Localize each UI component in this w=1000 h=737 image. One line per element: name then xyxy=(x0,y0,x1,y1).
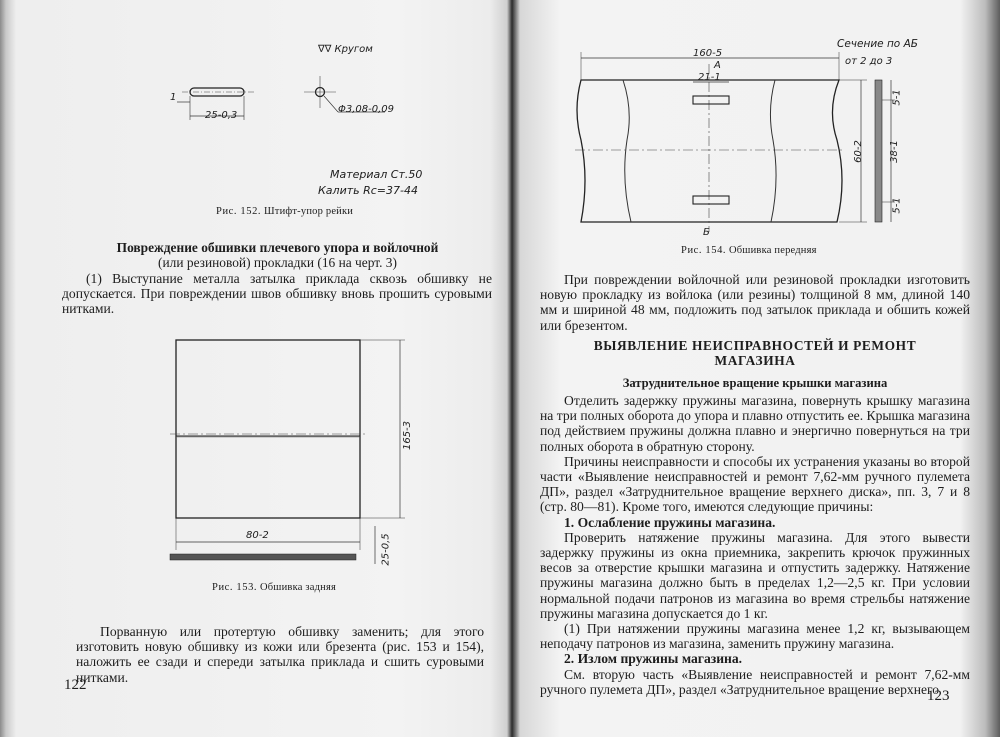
fig154-section-title: Сечение по АБ xyxy=(837,38,918,50)
fig153-dim-width: 80-2 xyxy=(246,530,269,541)
item1-note: (1) При натяжении пружины магазина менее 1,2 кг, вызывающем неподачу патронов из магазина, заменить пружину магазина. xyxy=(540,621,970,652)
fig153-caption-number: Рис. 153. xyxy=(212,582,258,593)
fig153-dim-height: 165-3 xyxy=(402,420,414,451)
fig154-section-dim-1: 5-1 xyxy=(891,89,903,106)
left-para-1 xyxy=(62,271,492,317)
fig153-dim-strip: 25-0,5 xyxy=(380,533,392,566)
fig152-caption-text: Штифт-упор рейки xyxy=(263,206,354,217)
right-para-3: Причины неисправности и способы их устранения указаны во второй части «Выявление неисправностей и ремонт 7,62-мм ручного пулемета ДП», раздел «Затруднительное вращение верхнего диска», пп. 3, 7 и 8 (стр. 80—81). Кроме того, имеются следующие причины: xyxy=(540,453,970,515)
fig154-caption xyxy=(681,245,817,256)
chapter-title xyxy=(540,338,970,368)
right-para-1 xyxy=(540,272,970,333)
section-heading xyxy=(60,240,495,270)
fig152-dim-diameter: Φ3,08-0,09 xyxy=(338,104,395,115)
fig154-label-a: А xyxy=(714,60,721,71)
left-para-2-text: Порванную или протертую обшивку заменить; для этого изготовить новую обшивку из кожи или брезента (рис. 153 и 154), наложить ее сзади и спереди затылка приклада и сшить суровыми нитками. xyxy=(76,624,484,685)
fig152-caption xyxy=(216,206,353,217)
fig152-dim-length: 25-0,3 xyxy=(205,110,238,121)
fig153-caption-text: Обшивка задняя xyxy=(259,582,337,593)
chapter-title-line1: ВЫЯВЛЕНИЕ НЕИСПРАВНОСТЕЙ И РЕМОНТ xyxy=(593,338,917,353)
fig153-caption xyxy=(212,582,336,593)
right-page-number: 123 xyxy=(927,688,950,704)
right-page xyxy=(515,0,1000,737)
subheading: Затруднительное вращение крышки магазина xyxy=(622,376,888,390)
fig154-label-b: Б xyxy=(703,227,710,238)
chapter-title-line2: МАГАЗИНА xyxy=(714,353,796,369)
fig154-dim-height: 60-2 xyxy=(852,140,864,163)
right-para-2: Отделить задержку пружины магазина, повернуть крышку магазина на три полных оборота до упора и плавно отпустить ее. Крышка магазина под действием пружины должна плавно и энергично повернуться на три полных оборота в обратную сторону. xyxy=(540,393,970,454)
surface-finish-mark: ∇∇ Кругом xyxy=(318,44,373,55)
item1-title: 1. Ослабление пружины магазина. xyxy=(564,514,776,530)
fig152-caption-number: Рис. 152. xyxy=(216,206,262,217)
left-page-number: 122 xyxy=(64,677,87,693)
fig154-caption-number: Рис. 154. xyxy=(681,245,727,256)
item2-title: 2. Излом пружины магазина. xyxy=(564,651,743,667)
fig154-section-thickness: от 2 до 3 xyxy=(845,56,893,67)
fig154-section-dim-2: 38-1 xyxy=(888,140,900,163)
fig154-caption-text: Обшивка передняя xyxy=(728,245,817,256)
section-heading-line2: (или резиновой) прокладки (16 на черт. 3) xyxy=(158,255,397,271)
fig152-material: Материал Ст.50 xyxy=(330,168,423,181)
item1-text: Проверить натяжение пружины магазина. Для этого вывести задержку пружины из окна приемника, закрепить крючок пружинных весов за отверстие крышки магазина и отпустить задержку. Натяжение пружины магазина должно быть в пределах 1,2—2,5 кг. При условии нормальной подачи патронов из магазина во время стрельбы натяжение пружины магазина допускается до 1 кг. xyxy=(540,529,970,621)
fig152-hardness: Калить Rc=37-44 xyxy=(318,184,418,197)
item2-text: См. вторую часть «Выявление неисправностей и ремонт 7,62-мм ручного пулемета ДП», раздел «Затруднительное вращение верхнего xyxy=(540,666,970,697)
right-para-1-text: При повреждении войлочной или резиновой прокладки изготовить новую прокладку из войлока (или резины) толщиной 8 мм, длиной 140 мм и шириной 48 мм, подложить под затылок приклада и обшить кожей или брезентом. xyxy=(540,272,970,333)
right-main-text xyxy=(540,393,970,697)
fig154-section-dim-3: 5-1 xyxy=(891,197,903,214)
fig154-dim-slot: 21-1 xyxy=(698,72,721,83)
fig154-dim-length: 160-5 xyxy=(693,48,723,59)
section-heading-line1: Повреждение обшивки плечевого упора и войлочной xyxy=(116,240,439,255)
left-para-2 xyxy=(76,624,484,685)
fig152-dim-1: 1 xyxy=(170,92,177,103)
fig153-rear-cover-drawing xyxy=(170,336,410,576)
left-para-1-text: (1) Выступание металла затылка приклада сквозь обшивку не допускается. При повреждении швов обшивку вновь прошить суровыми нитками. xyxy=(62,271,492,317)
